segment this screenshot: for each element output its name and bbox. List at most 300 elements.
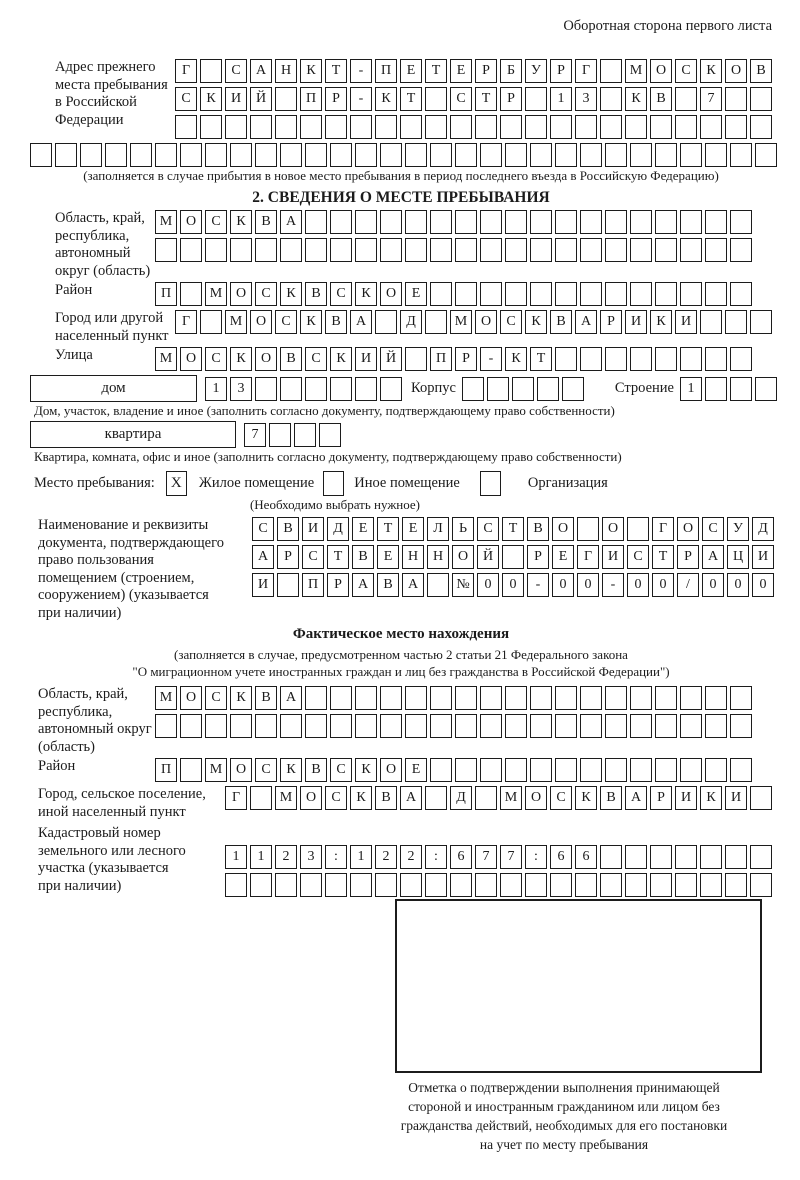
fact-raion-block [30,758,772,782]
grid-cell [375,310,397,334]
prev-address-grid [175,59,775,139]
grid-cell: В [352,545,374,569]
option-label-organizaciya: Организация [527,475,608,491]
grid-cell [155,143,177,167]
grid-cell: 0 [702,573,724,597]
grid-cell: С [252,517,274,541]
grid-cell: Е [400,59,422,83]
grid-cell [455,686,477,710]
grid-cell [530,282,552,306]
oblast-label [30,210,155,280]
grid-cell [725,87,747,111]
grid-cell: И [725,786,747,810]
gorod-label [30,310,175,345]
grid-cell: В [255,686,277,710]
grid-cell: О [525,786,547,810]
kvartira-box: квартира [30,421,236,448]
text-line: Город или другой [55,310,164,326]
mesto-note: (Необходимо выбрать нужное) [249,497,421,512]
grid-cell: К [650,310,672,334]
grid-cell: С [330,282,352,306]
grid-cell [175,115,197,139]
grid-cell: Е [405,758,427,782]
grid-cell [505,758,527,782]
ulitsa-label [30,347,155,365]
grid-cell [627,517,649,541]
grid-cell [655,686,677,710]
grid-cell: О [250,310,272,334]
grid-cell [730,377,752,401]
kvartira-cells [244,423,344,447]
grid-cell [427,573,449,597]
grid-cell: А [280,686,302,710]
grid-cell [630,210,652,234]
fact-raion-label [30,758,155,776]
grid-cell: Г [575,59,597,83]
grid-cell: Р [277,545,299,569]
grid-cell [755,143,777,167]
grid-cell: И [625,310,647,334]
checkbox-inoe [323,471,344,496]
grid-cell [255,714,277,738]
fact-oblast-grid [155,686,755,738]
grid-cell: 0 [502,573,524,597]
grid-cell [250,115,272,139]
grid-cell [180,714,202,738]
grid-cell: Г [652,517,674,541]
oblast-block [30,210,772,280]
grid-cell: К [330,347,352,371]
text-line: республика, [55,227,130,244]
grid-cell: А [252,545,274,569]
grid-cell: М [205,758,227,782]
grid-cell: Т [530,347,552,371]
grid-cell: К [350,786,372,810]
grid-cell [730,686,752,710]
stroenie-label: Строение [614,380,674,396]
grid-cell [730,238,752,262]
grid-cell [355,210,377,234]
grid-cell [605,210,627,234]
grid-cell: 1 [205,377,227,401]
grid-cell [330,714,352,738]
grid-cell: К [280,282,302,306]
grid-cell [675,845,697,869]
grid-cell [650,873,672,897]
grid-cell [525,87,547,111]
grid-cell [605,686,627,710]
grid-cell: С [205,210,227,234]
grid-cell [380,686,402,710]
grid-cell [330,238,352,262]
grid-cell: С [225,59,247,83]
grid-cell [305,238,327,262]
grid-cell [230,238,252,262]
grid-cell [750,786,772,810]
grid-cell: О [255,347,277,371]
grid-cell: Р [500,87,522,111]
grid-cell [625,873,647,897]
grid-cell [505,714,527,738]
grid-cell [550,873,572,897]
dom-box: дом [30,375,197,402]
grid-cell: 1 [680,377,702,401]
text-line: Район [38,758,76,774]
grid-cell: Е [552,545,574,569]
text-line: Область, край, [38,686,128,702]
grid-cell: Т [475,87,497,111]
grid-cell [462,377,484,401]
grid-cell: Й [477,545,499,569]
grid-cell: Р [475,59,497,83]
grid-cell: С [255,282,277,306]
grid-cell [630,714,652,738]
grid-cell [275,115,297,139]
gorod-row [175,310,775,334]
doc-row-3 [252,573,777,597]
grid-cell: Е [402,517,424,541]
grid-cell: Т [400,87,422,111]
grid-cell [502,545,524,569]
page-corner-note: Оборотная сторона первого листа [563,18,772,34]
grid-cell: С [477,517,499,541]
grid-cell [269,423,291,447]
text-line: (заполняется в случае, предусмотренном частью 2 статьи 21 Федерального закона [174,647,628,662]
grid-cell [475,115,497,139]
grid-cell: С [627,545,649,569]
dom-row [30,375,772,402]
grid-cell: Л [427,517,449,541]
grid-cell [200,59,222,83]
grid-cell: С [325,786,347,810]
grid-cell: 2 [400,845,422,869]
fact-oblast-label [30,686,155,756]
grid-cell: Т [327,545,349,569]
prev-address-block [30,59,772,139]
grid-cell [530,143,552,167]
grid-cell [555,238,577,262]
grid-cell [700,845,722,869]
grid-cell [680,686,702,710]
grid-cell: 7 [475,845,497,869]
grid-cell: И [302,517,324,541]
grid-cell: Р [455,347,477,371]
grid-cell [650,845,672,869]
doc-row-2 [252,545,777,569]
grid-cell: : [325,845,347,869]
prev-address-row-1 [175,59,775,83]
grid-cell [555,714,577,738]
grid-cell: Т [425,59,447,83]
text-line: при наличии) [38,604,122,621]
grid-cell [525,873,547,897]
grid-cell [480,714,502,738]
grid-cell: : [425,845,447,869]
grid-cell [605,143,627,167]
grid-cell: С [205,347,227,371]
grid-cell [705,282,727,306]
grid-cell: С [550,786,572,810]
text-line: Отметка о подтверждении выполнения принимающей [408,1080,720,1095]
grid-cell [400,873,422,897]
grid-cell: Р [327,573,349,597]
prev-address-row-4 [30,143,772,167]
grid-cell [605,714,627,738]
grid-cell: О [180,347,202,371]
grid-cell: К [300,310,322,334]
text-line: сооружением) (указывается [38,587,209,603]
grid-cell: И [602,545,624,569]
grid-cell [480,758,502,782]
grid-cell [375,873,397,897]
raion-row [155,282,755,306]
grid-cell: Ь [452,517,474,541]
grid-cell [680,210,702,234]
grid-cell [405,210,427,234]
grid-cell: О [300,786,322,810]
stamp-box [395,899,762,1073]
grid-cell: К [375,87,397,111]
mesto-row [30,471,772,496]
dom-cells [205,377,405,401]
grid-cell [725,115,747,139]
checkbox-zhiloe: X [166,471,187,496]
text-line: иной населенный пункт [38,803,186,820]
grid-cell: О [677,517,699,541]
grid-cell: П [155,758,177,782]
grid-cell [562,377,584,401]
grid-cell: М [500,786,522,810]
grid-cell: Р [550,59,572,83]
grid-cell: М [205,282,227,306]
grid-cell [305,210,327,234]
grid-cell [355,686,377,710]
text-line: помещением (строением, [38,569,195,586]
grid-cell [555,282,577,306]
grid-cell [305,714,327,738]
grid-cell [205,143,227,167]
grid-cell [505,143,527,167]
grid-cell [625,115,647,139]
grid-cell: Р [600,310,622,334]
text-line: в Российской [55,94,137,110]
grid-cell [425,310,447,334]
text-line: Наименование и реквизиты [38,517,209,533]
prev-address-row-3 [175,115,775,139]
grid-cell [505,282,527,306]
doc-grid [252,517,777,597]
text-line: республика, [38,703,113,720]
grid-cell [455,210,477,234]
grid-cell: С [275,310,297,334]
fact-raion-row [155,758,755,782]
grid-cell: К [355,758,377,782]
grid-cell [230,143,252,167]
grid-cell [425,786,447,810]
grid-cell [305,143,327,167]
grid-cell: Р [677,545,699,569]
grid-cell [380,143,402,167]
grid-cell [330,143,352,167]
grid-cell [480,143,502,167]
grid-cell: В [277,517,299,541]
option-label-zhiloe: Жилое помещение [198,475,315,491]
grid-cell [280,143,302,167]
grid-cell [605,347,627,371]
grid-cell: Г [175,310,197,334]
prev-address-label [30,59,175,129]
grid-cell: К [525,310,547,334]
text-line: (область) [38,738,95,755]
grid-cell: И [752,545,774,569]
grid-cell [700,873,722,897]
grid-cell [730,282,752,306]
grid-cell: А [280,210,302,234]
grid-cell [375,115,397,139]
grid-cell [655,143,677,167]
grid-cell [530,210,552,234]
grid-cell: Р [527,545,549,569]
grid-cell [325,873,347,897]
grid-cell: Г [225,786,247,810]
grid-cell [430,714,452,738]
grid-cell [705,347,727,371]
grid-cell: 1 [550,87,572,111]
text-line: округ (область) [55,262,151,279]
grid-cell [750,845,772,869]
grid-cell [255,377,277,401]
grid-cell: : [525,845,547,869]
grid-cell [280,377,302,401]
text-line: право пользования [38,552,154,568]
grid-cell: С [702,517,724,541]
grid-cell [330,210,352,234]
grid-cell: О [475,310,497,334]
grid-cell: М [155,686,177,710]
mesto-label: Место пребывания: [34,475,155,491]
grid-cell: 0 [727,573,749,597]
prev-address-note: (заполняется в случае прибытия в новое место пребывания в период последнего въезда в Российскую Федерацию) [83,168,719,183]
grid-cell: 3 [230,377,252,401]
grid-cell [180,143,202,167]
grid-cell [205,238,227,262]
grid-cell [650,115,672,139]
grid-cell [380,238,402,262]
grid-cell: О [602,517,624,541]
gorod-block [30,310,772,345]
grid-cell [730,143,752,167]
grid-cell: Б [500,59,522,83]
grid-cell: М [450,310,472,334]
grid-cell [200,115,222,139]
grid-cell [180,758,202,782]
grid-cell [475,873,497,897]
grid-cell: Д [400,310,422,334]
grid-cell: И [675,786,697,810]
grid-cell: 6 [450,845,472,869]
grid-cell [730,714,752,738]
grid-cell [750,310,772,334]
grid-cell [655,758,677,782]
grid-cell: К [280,758,302,782]
grid-cell [655,347,677,371]
grid-cell: С [450,87,472,111]
grid-cell: 0 [627,573,649,597]
grid-cell [680,238,702,262]
grid-cell [455,758,477,782]
grid-cell: В [280,347,302,371]
grid-cell [480,238,502,262]
fact-gorod-block [30,786,772,821]
grid-cell: К [200,87,222,111]
grid-cell [305,377,327,401]
grid-cell [450,873,472,897]
grid-cell [300,115,322,139]
grid-cell: 1 [225,845,247,869]
text-line: автономный [55,245,131,261]
grid-cell [480,210,502,234]
grid-cell [280,714,302,738]
grid-cell: О [452,545,474,569]
grid-cell [275,873,297,897]
grid-cell: Е [352,517,374,541]
kadastr-label [30,825,225,895]
ulitsa-row [155,347,755,371]
text-line: Район [55,282,93,298]
fact-gorod-row [225,786,775,810]
grid-cell: 0 [752,573,774,597]
grid-cell [600,873,622,897]
grid-cell: Р [650,786,672,810]
grid-cell: 1 [350,845,372,869]
grid-cell: А [575,310,597,334]
grid-cell [580,210,602,234]
grid-cell: С [302,545,324,569]
grid-cell [400,115,422,139]
grid-cell [430,758,452,782]
korpus-cells [462,377,587,401]
stamp-caption [348,1078,780,1154]
grid-cell: № [452,573,474,597]
grid-cell: К [355,282,377,306]
grid-cell: С [675,59,697,83]
doc-label [30,517,252,622]
grid-cell [55,143,77,167]
grid-cell: И [355,347,377,371]
grid-cell: П [430,347,452,371]
grid-cell [705,758,727,782]
grid-cell [325,115,347,139]
grid-cell [755,377,777,401]
kadastr-row-2 [225,873,775,897]
grid-cell [275,87,297,111]
grid-cell: 0 [477,573,499,597]
grid-cell [405,347,427,371]
grid-cell: С [255,758,277,782]
grid-cell [575,115,597,139]
grid-cell: Ц [727,545,749,569]
fact-note [30,646,772,680]
fact-gorod-label [30,786,225,821]
grid-cell [600,59,622,83]
grid-cell [555,758,577,782]
grid-cell: Е [405,282,427,306]
grid-cell [630,238,652,262]
grid-cell: А [402,573,424,597]
grid-cell: Д [450,786,472,810]
grid-cell [555,686,577,710]
grid-cell [350,873,372,897]
